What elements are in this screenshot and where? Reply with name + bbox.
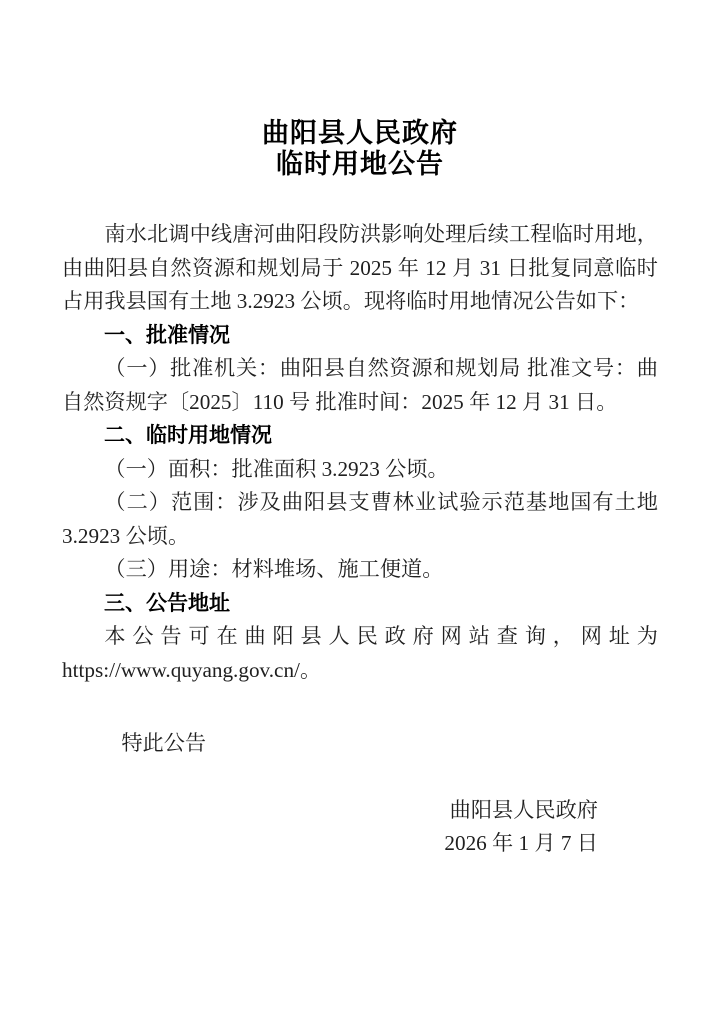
- closing-statement: 特此公告: [121, 730, 207, 755]
- document-body: [62, 218, 658, 861]
- signature-issuer: 曲阳县人民政府: [449, 797, 598, 822]
- section-3-paragraph-website: [62, 620, 658, 687]
- section-1-paragraph-approval: （一）批准机关：曲阳县自然资源和规划局 批准文号：曲自然资规字〔2025〕110 号 批准时间：2025 年 12 月 31 日。: [62, 356, 658, 414]
- signature-block: [62, 794, 658, 861]
- website-url: https://www.quyang.gov.cn/: [62, 657, 300, 682]
- title-line-1: 曲阳县人民政府: [262, 118, 458, 148]
- section-2-paragraph-scope: （二）范围：涉及曲阳县支曹林业试验示范基地国有土地 3.2923 公顷。: [62, 490, 658, 548]
- section-2-heading: 二、临时用地情况: [104, 424, 272, 447]
- blank-line: [62, 760, 658, 794]
- section-1-heading: 一、批准情况: [104, 323, 230, 347]
- section-3-heading: 三、公告地址: [104, 591, 230, 615]
- signature-date: 2026 年 1 月 7 日: [444, 831, 598, 855]
- intro-paragraph: 南水北调中线唐河曲阳段防洪影响处理后续工程临时用地，由曲阳县自然资源和规划局于 2025 年 12 月 31 日批复同意临时占用我县国有土地 3.2923 公顷。现将临时用地情况公告如下：: [62, 222, 658, 313]
- blank-line: [62, 687, 658, 721]
- document-title: [62, 118, 658, 180]
- website-text-after: 。: [299, 657, 322, 682]
- website-text-before: 本公告可在曲阳县人民政府网站查询，网址为: [104, 624, 658, 648]
- section-2-paragraph-purpose: （三）用途：材料堆场、施工便道。: [104, 557, 444, 581]
- section-2-paragraph-area: （一）面积：批准面积 3.2923 公顷。: [104, 456, 449, 481]
- title-line-2: 临时用地公告: [276, 149, 444, 179]
